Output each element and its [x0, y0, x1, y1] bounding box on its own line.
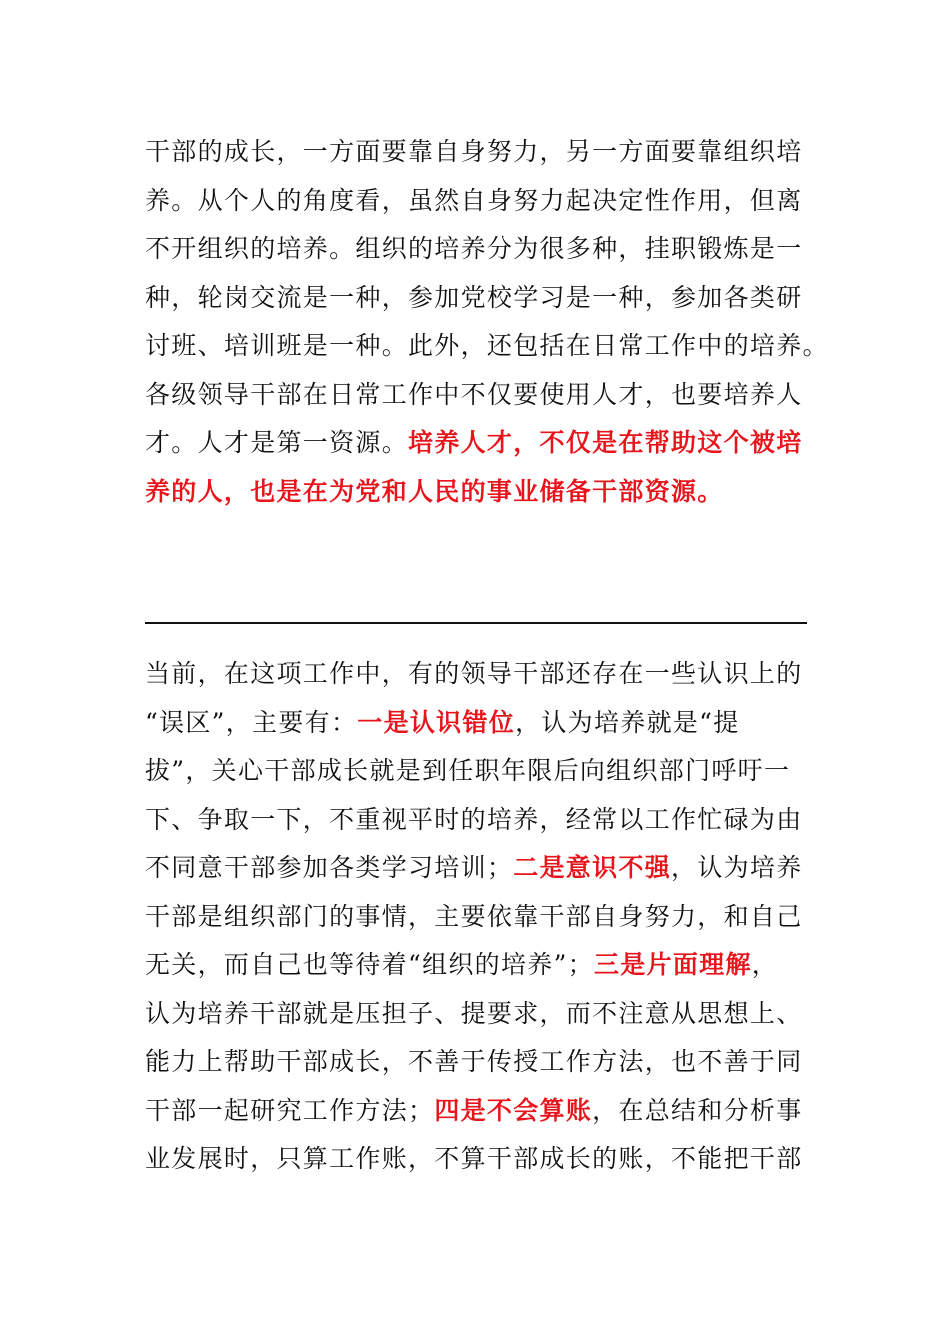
text-line: [145, 990, 810, 1039]
text-line: [145, 796, 810, 845]
highlighted-text: 一是认识错位: [357, 707, 516, 737]
body-text: 业发展时，只算工作账，不算干部成长的账，不能把干部: [145, 1144, 803, 1173]
highlighted-text: 二是意识不强: [513, 853, 672, 882]
body-text: 各级领导干部在日常工作中不仅要使用人才，也要培养人: [145, 379, 803, 409]
body-text: 拔”，关心干部成长就是到任职年限后向组织部门呼吁一: [145, 756, 791, 785]
body-text: 当前，在这项工作中，有的领导干部还存在一些认识上的: [145, 659, 803, 688]
body-text: ，: [751, 950, 779, 979]
text-line: [145, 468, 810, 517]
body-text: “误区”，主要有：: [145, 707, 358, 737]
text-line: [145, 1087, 810, 1136]
text-line: [145, 1135, 810, 1184]
text-line: [145, 941, 810, 990]
text-line: [145, 177, 810, 226]
highlighted-text: 养的人，也是在为党和人民的事业储备干部资源。: [145, 476, 724, 506]
body-text: 才。人才是第一资源。: [145, 428, 409, 457]
body-text: 讨班、培训班是一种。此外，还包括在日常工作中的培养。: [145, 331, 829, 360]
text-line: [145, 225, 810, 274]
body-text: 下、争取一下，不重视平时的培养，经常以工作忙碌为由: [145, 804, 803, 834]
body-text: 能力上帮助干部成长，不善于传授工作方法，也不善于同: [145, 1047, 803, 1076]
body-text: ，认为培养就是“提: [515, 707, 740, 737]
body-text: ，在总结和分析事: [592, 1095, 803, 1125]
section-divider: [145, 622, 807, 624]
body-text: ，认为培养: [671, 853, 803, 882]
text-line: [145, 844, 810, 893]
text-line: [145, 274, 810, 323]
text-line: [145, 747, 810, 796]
body-text: 种，轮岗交流是一种，参加党校学习是一种，参加各类研: [145, 282, 803, 312]
highlighted-text: 培养人才，不仅是在帮助这个被培: [408, 428, 803, 457]
paragraph-cadre-training: [145, 128, 829, 516]
body-text: 干部是组织部门的事情，主要依靠干部自身努力，和自己: [145, 901, 803, 931]
body-text: 养。从个人的角度看，虽然自身努力起决定性作用，但离: [145, 185, 803, 215]
body-text: 干部一起研究工作方法；: [145, 1095, 435, 1125]
text-line: [145, 419, 810, 468]
text-line: [145, 650, 810, 699]
text-line: [145, 699, 810, 748]
body-text: 干部的成长，一方面要靠自身努力，另一方面要靠组织培: [145, 137, 803, 166]
body-text: 不同意干部参加各类学习培训；: [145, 853, 514, 882]
text-line: [145, 1038, 810, 1087]
highlighted-text: 四是不会算账: [434, 1095, 593, 1125]
highlighted-text: 三是片面理解: [593, 950, 752, 979]
body-text: 认为培养干部就是压担子、提要求，而不注意从思想上、: [145, 998, 803, 1028]
body-text: 不开组织的培养。组织的培养分为很多种，挂职锻炼是一: [145, 234, 803, 263]
text-line: [145, 893, 810, 942]
text-line: [145, 322, 829, 371]
body-text: 无关，而自己也等待着“组织的培养”；: [145, 950, 594, 979]
paragraph-misconceptions: [145, 650, 810, 1184]
text-line: [145, 371, 810, 420]
text-line: [145, 128, 810, 177]
